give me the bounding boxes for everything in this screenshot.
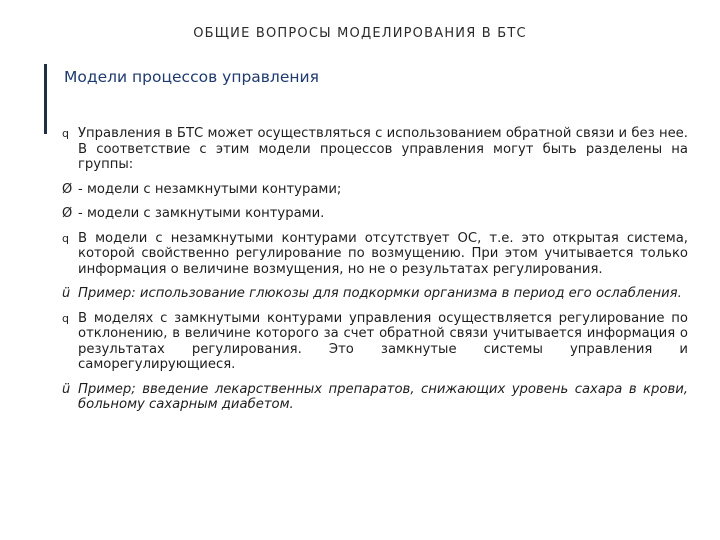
check-bullet-icon: ü [62,286,71,301]
paragraph-intro [62,126,688,173]
list-item-closed-loop [62,206,688,222]
example-text: Пример; введение лекарственных препаратов, снижающих уровень сахара в крови, больному сахарным диабетом. [78,381,688,412]
paragraph-text: В моделях с замкнутыми контурами управления осуществляется регулирование по отклонению, в величине которого за счет обратной связи учитывается информация о результатах регулирования. Это замкнутые системы управления и саморегулирующиеся. [78,310,688,372]
check-bullet-icon: ü [62,381,71,397]
slide-content [62,126,688,422]
list-item-text: - модели с замкнутыми контурами. [78,206,325,221]
arrow-bullet-icon: Ø [62,181,73,197]
square-bullet-icon: q [62,231,69,245]
slide-header: ОБЩИЕ ВОПРОСЫ МОДЕЛИРОВАНИЯ В БТС [193,26,527,41]
arrow-bullet-icon: Ø [62,206,73,221]
paragraph-text: Управления в БТС может осуществляться с использованием обратной связи и без нее. В соответствие с этим модели процессов управления могут быть разделены на группы: [78,126,688,172]
example-closed-loop [62,382,688,413]
paragraph-text: В модели с незамкнутыми контурами отсутствует ОС, т.е. это открытая система, которой свойственно регулирование по возмущению. При этом учитывается только информация о величине возмущения, но не о результатах регулирования. [78,230,688,277]
paragraph-closed-loop [62,311,688,373]
example-text: Пример: использование глюкозы для подкормки организма в период его ослабления. [78,286,682,301]
list-item-open-loop [62,182,688,198]
list-item-text: - модели с незамкнутыми контурами; [78,181,342,197]
paragraph-open-loop [62,231,688,278]
example-open-loop [62,286,688,302]
accent-bar [44,64,47,134]
square-bullet-icon: q [62,127,69,140]
square-bullet-icon: q [62,311,69,325]
slide-subtitle: Модели процессов управления [64,68,319,86]
